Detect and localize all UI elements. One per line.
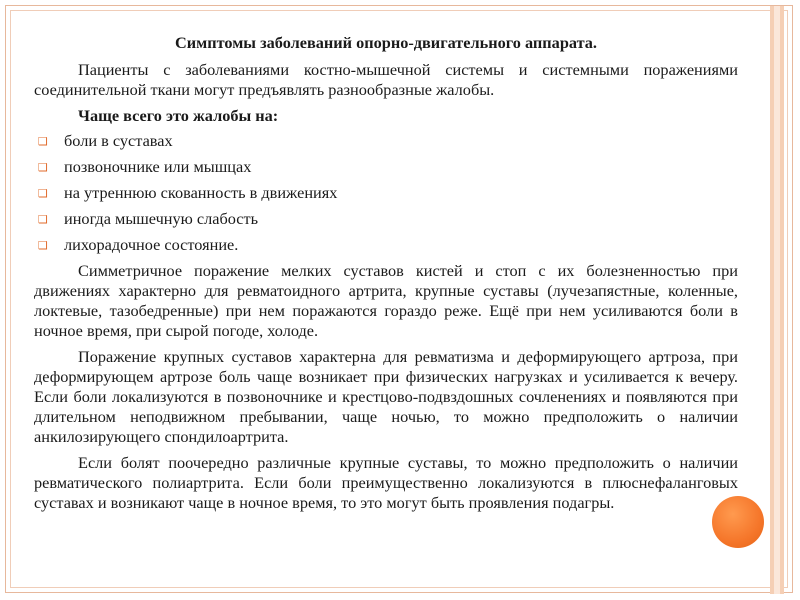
slide-title: Симптомы заболеваний опорно-двигательного аппарата. <box>174 33 597 52</box>
list-item <box>34 131 738 151</box>
slide-content <box>34 33 738 519</box>
bullet-icon: ❑ <box>38 213 48 226</box>
complaints-list <box>34 131 738 255</box>
list-item-text: на утреннюю скованность в движениях <box>64 183 338 202</box>
decorative-orange-circle <box>712 496 764 548</box>
bullet-icon: ❑ <box>38 239 48 252</box>
list-item-text: позвоночнике или мышцах <box>64 157 252 176</box>
list-item-text: иногда мышечную слабость <box>64 209 259 228</box>
intro-paragraph: Пациенты с заболеваниями костно-мышечной системы и системными поражениями соединительной ткани могут предъявлять разнообразные жалобы. <box>34 60 738 99</box>
list-item <box>34 157 738 177</box>
body-paragraph-polyarthritis: Если болят поочередно различные крупные суставы, то можно предположить о наличии ревматического полиартрита. Если боли преимущественно локализуются в плюснефаланговых суставах и возникают чаще в ночное время, то это могут быть проявления подагры. <box>34 453 738 512</box>
list-item-text: лихорадочное состояние. <box>64 235 239 254</box>
complaints-subheading: Чаще всего это жалобы на: <box>78 106 279 125</box>
list-item-text: боли в суставах <box>64 131 173 150</box>
bullet-icon: ❑ <box>38 187 48 200</box>
body-paragraph-large-joints: Поражение крупных суставов характерна для ревматизма и деформирующего артроза, при деформирующем артрозе боль чаще возникает при физических нагрузках и усиливается к вечеру. Если боли локализуются в позвоночнике и крестцово-подвздошных сочленениях и появляются при длительном неподвижном пребывании, чаще ночью, то можно предположить о наличии анкилозирующего спондилоартрита. <box>34 347 738 446</box>
list-item <box>34 235 738 255</box>
list-item <box>34 183 738 203</box>
body-paragraph-rheumatoid: Симметричное поражение мелких суставов кистей и стоп с их болезненностью при движениях характерно для ревматоидного артрита, крупные суставы (лучезапястные, коленные, локтевые, тазобедренные) при нем поражаются гораздо реже. Ещё при нем усиливаются боли в ночное время, при сырой погоде, холоде. <box>34 261 738 340</box>
decorative-side-bar-inner <box>774 6 780 594</box>
list-item <box>34 209 738 229</box>
bullet-icon: ❑ <box>38 161 48 174</box>
bullet-icon: ❑ <box>38 135 48 148</box>
